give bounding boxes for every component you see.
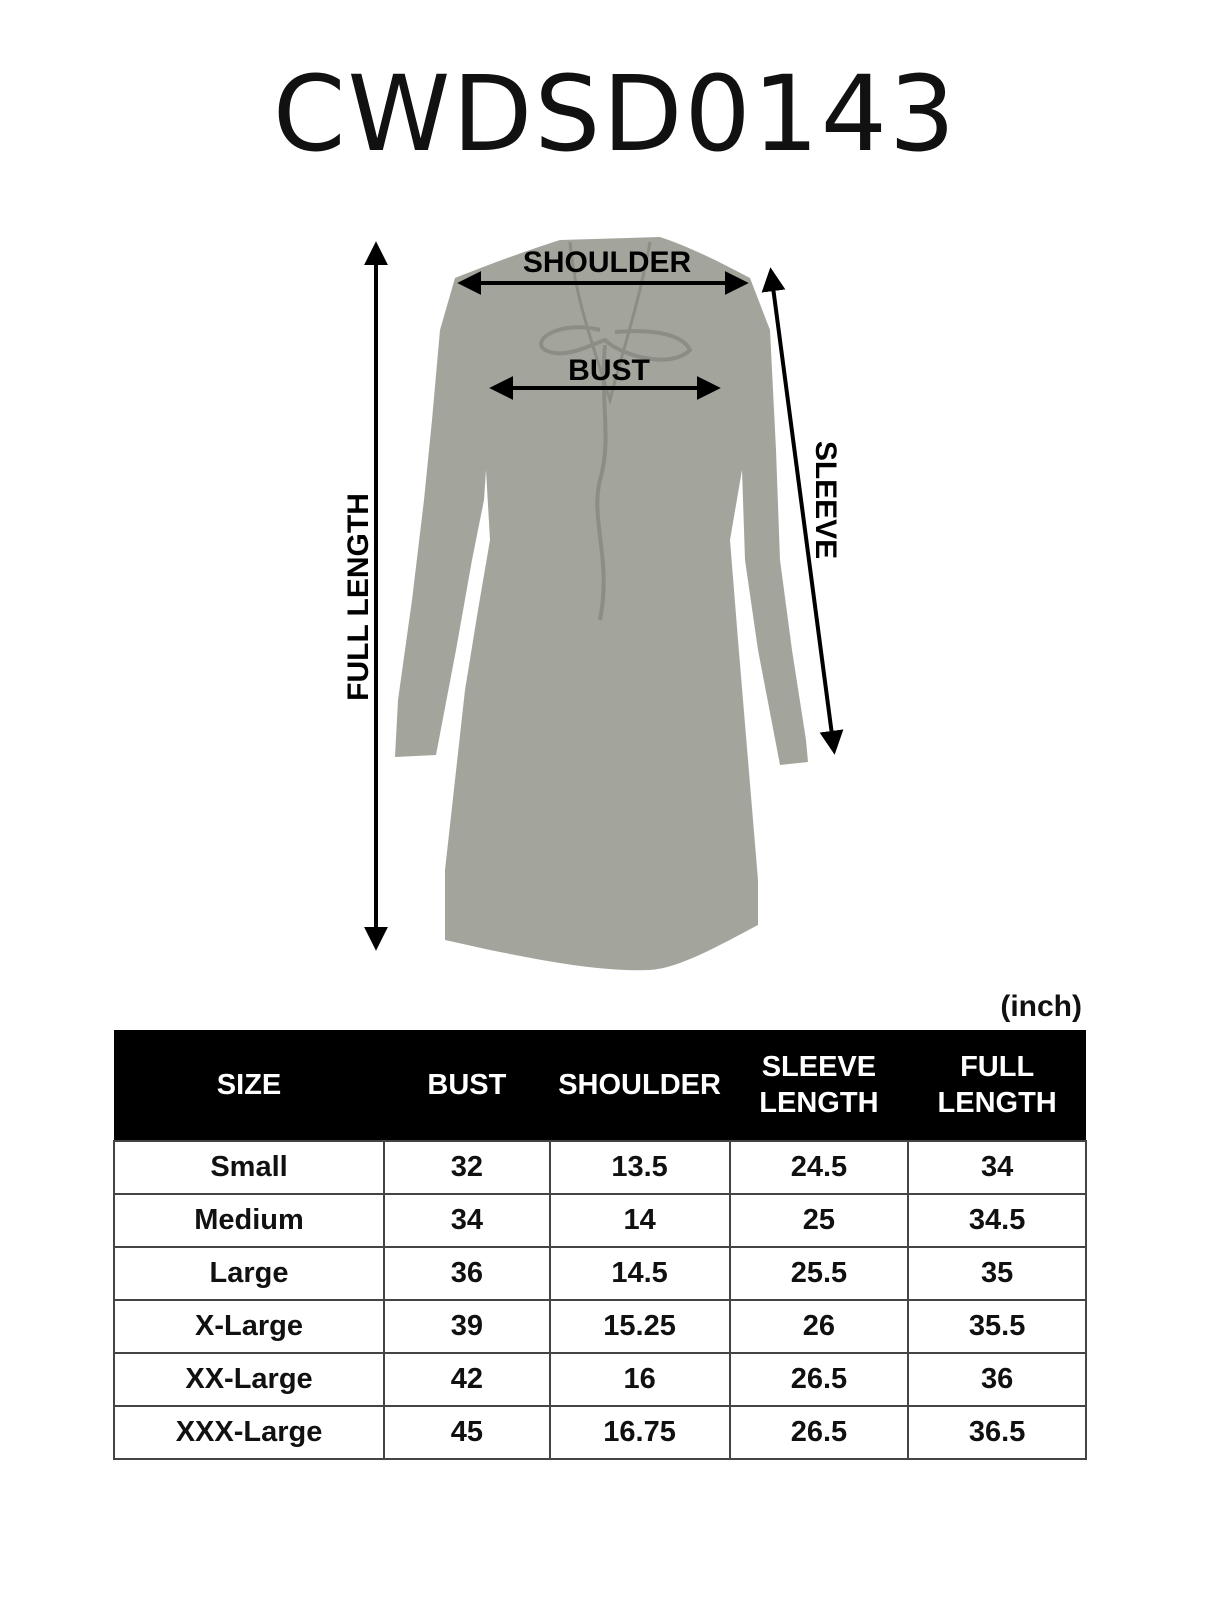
cell-size: Large <box>114 1247 384 1300</box>
cell-full-length: 36.5 <box>908 1406 1086 1459</box>
cell-bust: 42 <box>384 1353 550 1406</box>
cell-shoulder: 16.75 <box>550 1406 730 1459</box>
header-shoulder: SHOULDER <box>550 1030 730 1141</box>
cell-sleeve-length: 25.5 <box>730 1247 909 1300</box>
cell-bust: 36 <box>384 1247 550 1300</box>
cell-shoulder: 16 <box>550 1353 730 1406</box>
cell-full-length: 35.5 <box>908 1300 1086 1353</box>
cell-size: XX-Large <box>114 1353 384 1406</box>
cell-sleeve-length: 24.5 <box>730 1141 909 1194</box>
header-full-length: FULL LENGTH <box>908 1030 1086 1141</box>
shoulder-label: SHOULDER <box>522 246 692 279</box>
table-row <box>114 1406 1086 1459</box>
full-length-label: FULL LENGTH <box>342 493 375 701</box>
cell-sleeve-length: 26 <box>730 1300 909 1353</box>
unit-note: (inch) <box>1000 990 1082 1023</box>
cell-shoulder: 14.5 <box>550 1247 730 1300</box>
table-row <box>114 1141 1086 1194</box>
cell-bust: 32 <box>384 1141 550 1194</box>
cell-size: Medium <box>114 1194 384 1247</box>
cell-full-length: 34.5 <box>908 1194 1086 1247</box>
cell-sleeve-length: 26.5 <box>730 1353 909 1406</box>
cell-sleeve-length: 25 <box>730 1194 909 1247</box>
cell-size: XXX-Large <box>114 1406 384 1459</box>
cell-size: Small <box>114 1141 384 1194</box>
product-code-title: CWDSD0143 <box>272 53 958 175</box>
cell-full-length: 34 <box>908 1141 1086 1194</box>
cell-shoulder: 15.25 <box>550 1300 730 1353</box>
table-row <box>114 1353 1086 1406</box>
cell-size: X-Large <box>114 1300 384 1353</box>
bust-label: BUST <box>568 354 650 387</box>
table-row <box>114 1300 1086 1353</box>
sleeve-label: SLEEVE <box>809 440 842 560</box>
table-row <box>114 1194 1086 1247</box>
header-size: SIZE <box>114 1030 384 1141</box>
cell-bust: 34 <box>384 1194 550 1247</box>
cell-sleeve-length: 26.5 <box>730 1406 909 1459</box>
cell-bust: 45 <box>384 1406 550 1459</box>
cell-full-length: 36 <box>908 1353 1086 1406</box>
size-chart-table <box>113 1030 1087 1460</box>
table-row <box>114 1247 1086 1300</box>
table-header-row <box>114 1030 1086 1141</box>
cell-shoulder: 13.5 <box>550 1141 730 1194</box>
header-bust: BUST <box>384 1030 550 1141</box>
cell-full-length: 35 <box>908 1247 1086 1300</box>
header-sleeve-length: SLEEVE LENGTH <box>730 1030 909 1141</box>
dress-illustration <box>395 237 808 970</box>
cell-bust: 39 <box>384 1300 550 1353</box>
cell-shoulder: 14 <box>550 1194 730 1247</box>
